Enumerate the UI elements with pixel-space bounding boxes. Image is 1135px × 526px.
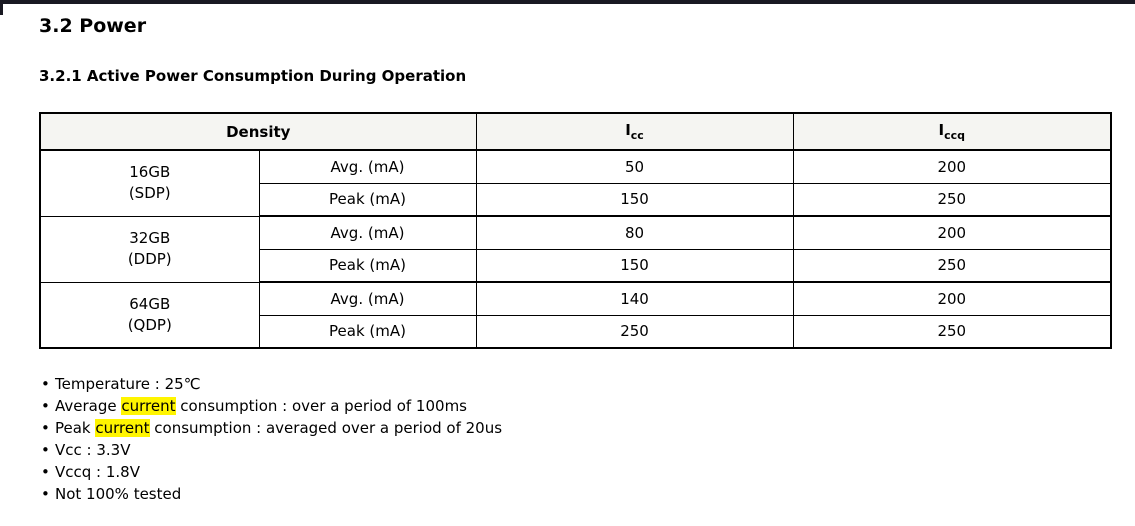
icc-value-cell: 250 [476,315,793,348]
note-temperature [41,373,1110,395]
page-corner-border [0,0,3,15]
note-text: Average [55,397,122,415]
iccq-value-cell: 250 [793,183,1111,216]
icc-value-cell: 50 [476,150,793,183]
table-row [40,282,1111,315]
table-row [40,150,1111,183]
icc-subscript: cc [630,129,644,142]
note-vcc [41,439,1110,461]
density-cell-32gb [40,216,259,282]
density-value: 32GB [129,229,171,247]
metric-cell: Avg. (mA) [259,150,476,183]
iccq-subscript: ccq [944,129,966,142]
note-text: Peak [55,419,96,437]
iccq-value-cell: 250 [793,249,1111,282]
iccq-value-cell: 200 [793,150,1111,183]
note-average-current [41,395,1110,417]
table-header-row [40,113,1111,150]
metric-cell: Avg. (mA) [259,282,476,315]
bullet-icon: • [41,419,50,437]
section-title: 3.2 Power [39,15,147,37]
icc-value-cell: 150 [476,183,793,216]
note-text: Not 100% tested [55,485,182,503]
icc-value-cell: 80 [476,216,793,249]
density-value: 64GB [129,294,171,313]
bullet-icon: • [41,463,50,481]
metric-cell: Avg. (mA) [259,216,476,249]
note-text: consumption : over a period of 100ms [175,397,467,415]
iccq-value-cell: 250 [793,315,1111,348]
density-package: (QDP) [127,315,172,334]
bullet-icon: • [41,397,50,415]
note-text: Vccq : 1.8V [55,463,140,481]
note-vccq [41,461,1110,483]
page-top-border [0,0,1135,4]
note-text: consumption : averaged over a period of 20us [149,419,503,437]
density-package: (DDP) [127,250,172,268]
icc-header-cell [476,113,793,150]
subsection-title: 3.2.1 Active Power Consumption During Operation [39,67,467,85]
iccq-header-cell [793,113,1111,150]
bullet-icon: • [41,375,50,393]
highlighted-text: current [95,419,150,437]
highlighted-text: current [121,397,176,415]
icc-value-cell: 150 [476,249,793,282]
table-row [40,216,1111,249]
density-package: (SDP) [128,184,171,203]
icc-symbol: I [625,121,631,139]
metric-cell: Peak (mA) [259,249,476,282]
note-not-tested [41,483,1110,505]
density-cell-16gb [40,150,259,216]
density-header-cell: Density [40,113,476,150]
bullet-icon: • [41,485,50,503]
iccq-symbol: I [938,121,945,139]
power-consumption-table [39,112,1112,349]
density-cell-64gb [40,282,259,348]
metric-cell: Peak (mA) [259,315,476,348]
iccq-value-cell: 200 [793,282,1111,315]
bullet-icon: • [41,441,50,459]
metric-cell: Peak (mA) [259,183,476,216]
note-text: Temperature : 25℃ [55,375,201,393]
note-peak-current [41,417,1110,439]
icc-value-cell: 140 [476,282,793,315]
notes-list [39,373,1110,505]
iccq-value-cell: 200 [793,216,1111,249]
note-text: Vcc : 3.3V [55,441,131,459]
density-value: 16GB [129,163,171,182]
